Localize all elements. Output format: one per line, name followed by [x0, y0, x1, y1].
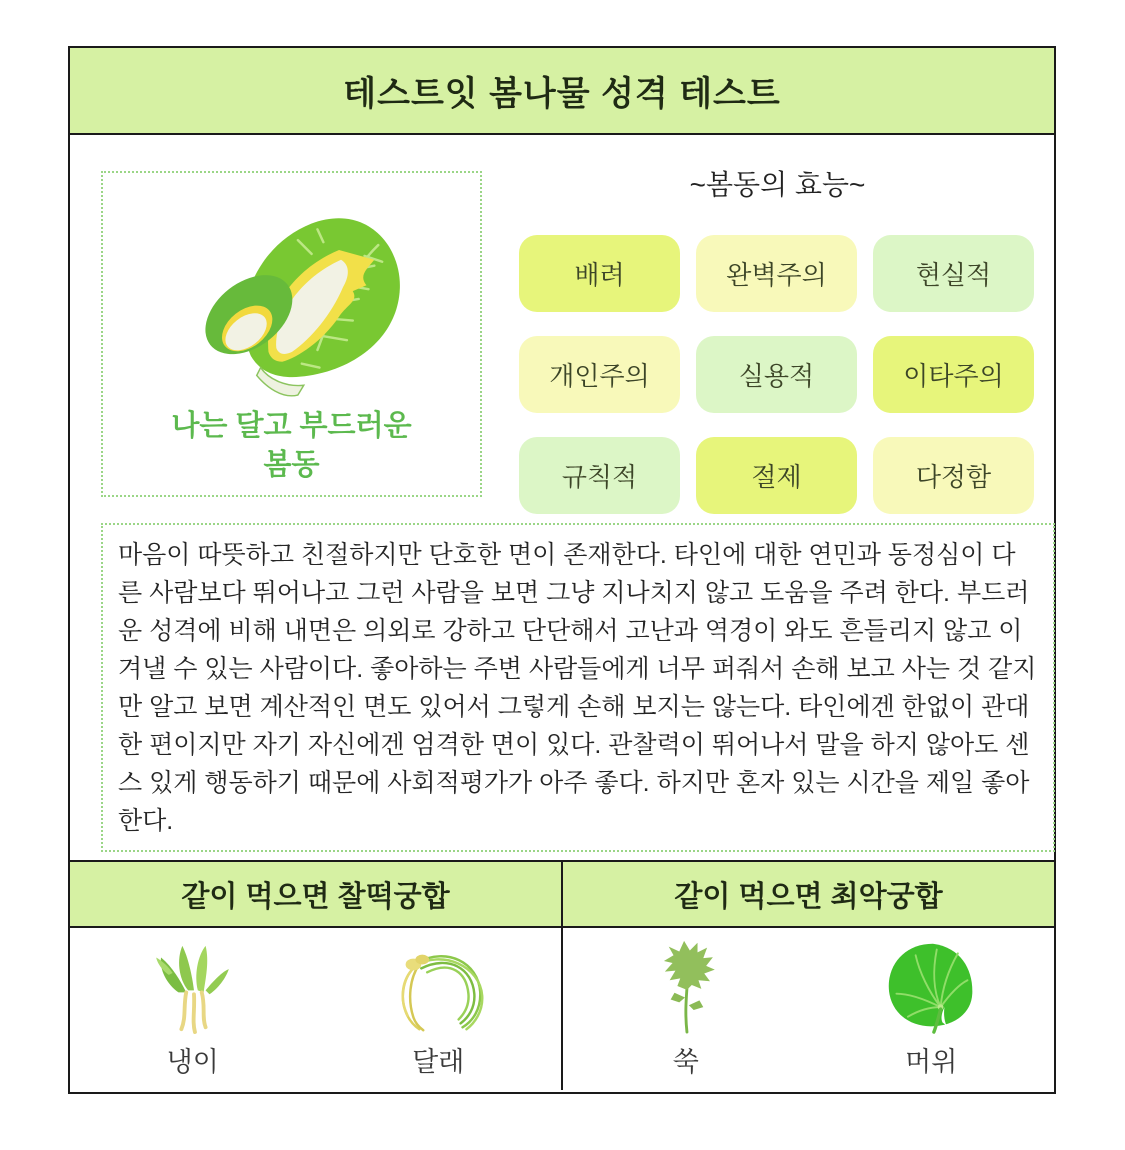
trait-badge: 절제 [696, 437, 857, 514]
naengi-icon [149, 942, 237, 1034]
bad-match-items [563, 928, 1054, 1090]
list-item [358, 942, 518, 1079]
trait-badge: 현실적 [873, 235, 1034, 312]
card-title-bar [70, 48, 1054, 135]
pairing-headers [70, 860, 1054, 928]
trait-badge: 완벽주의 [696, 235, 857, 312]
item-label: 달래 [412, 1047, 465, 1077]
page-title: 테스트잇 봄나물 성격 테스트 [343, 75, 781, 113]
character-box [101, 171, 482, 497]
ssuk-icon [652, 938, 720, 1034]
item-label: 냉이 [166, 1047, 219, 1077]
good-match-items [70, 928, 563, 1090]
dallae-icon [384, 944, 492, 1034]
list-item [113, 942, 273, 1079]
bomdong-cabbage-icon [174, 199, 410, 397]
trait-badge: 이타주의 [873, 336, 1034, 413]
effects-title: ~봄동의 효능~ [689, 169, 866, 200]
item-label: 쑥 [672, 1047, 699, 1077]
item-label: 머위 [905, 1047, 958, 1077]
trait-badge: 배려 [519, 235, 680, 312]
trait-badges-grid [519, 235, 1034, 514]
list-item [606, 942, 766, 1079]
bad-match-header: 같이 먹으면 최악궁합 [563, 862, 1054, 926]
good-match-header: 같이 먹으면 찰떡궁합 [70, 862, 563, 926]
description-box: 마음이 따뜻하고 친절하지만 단호한 면이 존재한다. 타인에 대한 연민과 동정심이 다른 사람보다 뛰어나고 그런 사람을 보면 그냥 지나치지 않고 도움을 주려 한다. 부드러운 성격에 비해 내면은 의외로 강하고 단단해서 고난과 역경이 와도 흔들리지 않고 이겨낼 수 있는 사람이다. 좋아하는 주변 사람들에게 너무 퍼줘서 손해 보고 사는 것 같지만 알고 보면 계산적인 면도 있어서 그렇게 손해 보지는 않는다. 타인에겐 한없이 관대한 편이지만 자기 자신에겐 엄격한 면이 있다. 관찰력이 뛰어나서 말을 하지 않아도 센스 있게 행동하기 때문에 사회적평가가 아주 좋다. 하지만 혼자 있는 시간을 제일 좋아한다. [101, 523, 1055, 852]
trait-badge: 실용적 [696, 336, 857, 413]
trait-badge: 개인주의 [519, 336, 680, 413]
caption-line1: 나는 달고 부드러운 [171, 410, 412, 442]
meowi-icon [883, 938, 979, 1034]
card-main [70, 135, 1054, 860]
caption-line2: 봄동 [263, 449, 320, 481]
list-item [851, 942, 1011, 1079]
result-card [68, 46, 1056, 1094]
character-caption [171, 407, 411, 485]
trait-badge: 다정함 [873, 437, 1034, 514]
pairing-items [70, 928, 1054, 1090]
trait-badge: 규칙적 [519, 437, 680, 514]
